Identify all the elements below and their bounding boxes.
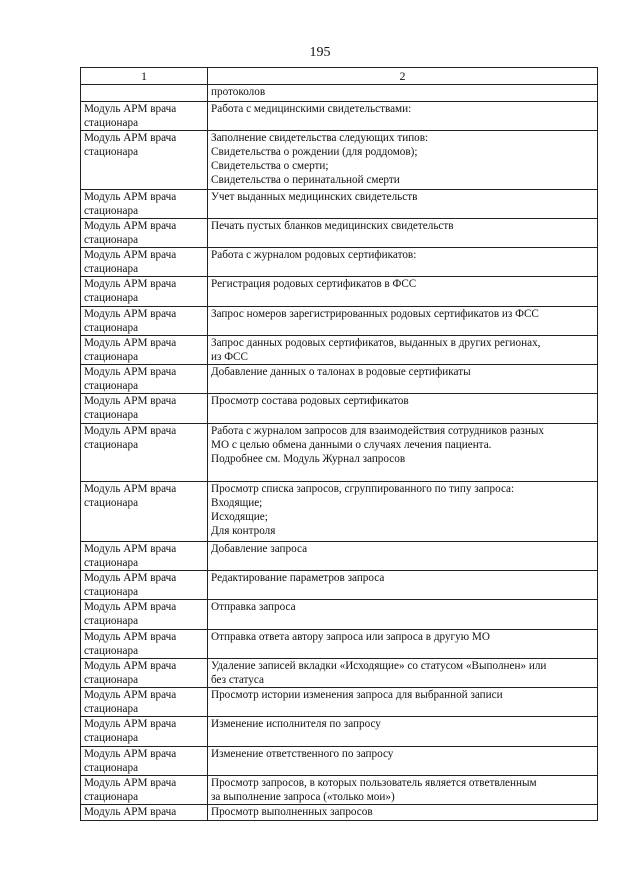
function-cell — [208, 219, 598, 248]
module-text-line: стационара — [84, 205, 139, 217]
module-text-line: Модуль АРМ врача — [84, 395, 177, 407]
module-text-line: Модуль АРМ врача — [84, 425, 177, 437]
table-row — [81, 571, 598, 600]
table-row — [81, 630, 598, 659]
module-text-line: Модуль АРМ врача — [84, 132, 177, 144]
module-text-line: стационара — [84, 409, 139, 421]
module-text-line: Модуль АРМ врача — [84, 601, 177, 613]
function-text-line: Печать пустых бланков медицинских свидетельств — [211, 220, 454, 232]
module-text-line: стационара — [84, 263, 139, 275]
module-cell — [81, 307, 208, 336]
function-text-line: МО с целью обмена данными о случаях лечения пациента. — [211, 439, 492, 451]
page-number: 195 — [309, 45, 331, 60]
module-text-line: стационара — [84, 292, 139, 304]
module-text-line: Модуль АРМ врача — [84, 543, 177, 555]
module-text-line: Модуль АРМ врача — [84, 777, 177, 789]
module-cell — [81, 102, 208, 131]
table-row — [81, 219, 598, 248]
module-text-line: стационара — [84, 439, 139, 451]
function-text-line: Просмотр списка запросов, сгруппированного по типу запроса: — [211, 483, 515, 495]
module-text-line: стационара — [84, 732, 139, 744]
table-row — [81, 248, 598, 277]
module-cell — [81, 482, 208, 542]
table-row — [81, 717, 598, 747]
module-text-line: Модуль АРМ врача — [84, 689, 177, 701]
table-row — [81, 277, 598, 307]
function-cell — [208, 776, 598, 805]
module-text-line: стационара — [84, 234, 139, 246]
table-row — [81, 659, 598, 688]
function-text-line: Подробнее см. Модуль Журнал запросов — [211, 453, 406, 465]
function-cell — [208, 394, 598, 424]
function-text-line: Работа с журналом родовых сертификатов: — [211, 249, 417, 261]
module-cell — [81, 277, 208, 307]
function-text-line: Изменение исполнителя по запросу — [211, 718, 381, 730]
function-text-line: Просмотр выполненных запросов — [211, 806, 373, 818]
module-cell — [81, 805, 208, 821]
module-cell — [81, 248, 208, 277]
table-header-row — [81, 68, 598, 85]
module-text-line: Модуль АРМ врача — [84, 631, 177, 643]
module-text-line: Модуль АРМ врача — [84, 483, 177, 495]
module-text-line: стационара — [84, 117, 139, 129]
function-text-line: Просмотр истории изменения запроса для выбранной записи — [211, 689, 503, 701]
table-row — [81, 131, 598, 190]
table-row — [81, 747, 598, 776]
function-cell — [208, 659, 598, 688]
function-cell — [208, 688, 598, 717]
function-text-line: Отправка запроса — [211, 601, 296, 613]
function-cell — [208, 600, 598, 630]
table-row — [81, 776, 598, 805]
module-text-line: Модуль АРМ врача — [84, 191, 177, 203]
function-cell — [208, 102, 598, 131]
function-text-line: Изменение ответственного по запросу — [211, 748, 394, 760]
function-cell — [208, 131, 598, 190]
module-text-line: Модуль АРМ врача — [84, 806, 177, 818]
module-cell — [81, 131, 208, 190]
table-row — [81, 85, 598, 102]
module-cell — [81, 659, 208, 688]
module-text-line: Модуль АРМ врача — [84, 572, 177, 584]
function-cell — [208, 424, 598, 482]
module-text-line: стационара — [84, 351, 139, 363]
module-cell — [81, 688, 208, 717]
module-cell — [81, 600, 208, 630]
function-text-line: Просмотр запросов, в которых пользователь является ответвленным — [211, 777, 537, 789]
function-cell — [208, 571, 598, 600]
function-text-line: Удаление записей вкладки «Исходящие» со статусом «Выполнен» или — [211, 660, 547, 672]
function-cell — [208, 717, 598, 747]
table-row — [81, 394, 598, 424]
function-text-line: Для контроля — [211, 525, 276, 537]
function-text-line: Работа с медицинскими свидетельствами: — [211, 103, 412, 115]
module-cell — [81, 776, 208, 805]
table-row — [81, 600, 598, 630]
table-row — [81, 542, 598, 571]
function-cell — [208, 248, 598, 277]
module-text-line: Модуль АРМ врача — [84, 103, 177, 115]
module-text-line: стационара — [84, 703, 139, 715]
function-text-line: Исходящие; — [211, 511, 268, 523]
module-text-line: стационара — [84, 497, 139, 509]
function-cell — [208, 190, 598, 219]
module-text-line: Модуль АРМ врача — [84, 366, 177, 378]
function-cell — [208, 542, 598, 571]
module-text-line: Модуль АРМ врача — [84, 660, 177, 672]
table-row — [81, 805, 598, 821]
module-text-line: Модуль АРМ врача — [84, 220, 177, 232]
function-cell — [208, 805, 598, 821]
function-cell — [208, 482, 598, 542]
function-text-line: Запрос номеров зарегистрированных родовых сертификатов из ФСС — [211, 308, 539, 320]
function-text-line: Свидетельства о смерти; — [211, 160, 329, 172]
module-text-line: Модуль АРМ врача — [84, 308, 177, 320]
table-row — [81, 336, 598, 365]
module-text-line: стационара — [84, 146, 139, 158]
requirements-table — [80, 67, 598, 821]
module-cell — [81, 336, 208, 365]
function-text-line: Редактирование параметров запроса — [211, 572, 385, 584]
table-row — [81, 482, 598, 542]
module-cell — [81, 747, 208, 776]
function-text-line: Запрос данных родовых сертификатов, выданных в других регионах, — [211, 337, 541, 349]
column-header-2: 2 — [208, 68, 598, 85]
function-text-line: Просмотр состава родовых сертификатов — [211, 395, 409, 407]
module-text-line: Модуль АРМ врача — [84, 249, 177, 261]
function-cell — [208, 85, 598, 102]
table-row — [81, 102, 598, 131]
function-cell — [208, 336, 598, 365]
function-text-line: за выполнение запроса («только мои») — [211, 791, 395, 803]
module-text-line: стационара — [84, 586, 139, 598]
function-cell — [208, 307, 598, 336]
module-text-line: Модуль АРМ врача — [84, 748, 177, 760]
module-text-line: стационара — [84, 557, 139, 569]
module-cell — [81, 219, 208, 248]
table-row — [81, 424, 598, 482]
function-text-line: Свидетельства о рождении (для роддомов); — [211, 146, 418, 158]
table-body — [81, 85, 598, 821]
module-cell — [81, 190, 208, 219]
table-row — [81, 190, 598, 219]
module-text-line: стационара — [84, 645, 139, 657]
function-text-line: Заполнение свидетельства следующих типов: — [211, 132, 429, 144]
function-text-line: без статуса — [211, 674, 264, 686]
module-text-line: стационара — [84, 322, 139, 334]
module-text-line: Модуль АРМ врача — [84, 278, 177, 290]
module-text-line: стационара — [84, 791, 139, 803]
function-text-line: Отправка ответа автору запроса или запроса в другую МО — [211, 631, 490, 643]
module-cell — [81, 630, 208, 659]
function-cell — [208, 747, 598, 776]
module-text-line: Модуль АРМ врача — [84, 337, 177, 349]
function-cell — [208, 630, 598, 659]
function-text-line: Регистрация родовых сертификатов в ФСС — [211, 278, 417, 290]
module-cell — [81, 365, 208, 394]
module-text-line: стационара — [84, 380, 139, 392]
function-text-line: Добавление данных о талонах в родовые сертификаты — [211, 366, 471, 378]
function-cell — [208, 365, 598, 394]
module-cell — [81, 424, 208, 482]
function-text-line: Работа с журналом запросов для взаимодействия сотрудников разных — [211, 425, 545, 437]
module-text-line: стационара — [84, 674, 139, 686]
column-header-1: 1 — [81, 68, 208, 85]
module-cell — [81, 394, 208, 424]
function-text-line: протоколов — [211, 86, 266, 98]
module-cell — [81, 717, 208, 747]
function-text-line: Входящие; — [211, 497, 263, 509]
function-text-line: Добавление запроса — [211, 543, 308, 555]
module-cell — [81, 542, 208, 571]
function-text-line: Учет выданных медицинских свидетельств — [211, 191, 418, 203]
function-cell — [208, 277, 598, 307]
function-text-line: Свидетельства о перинатальной смерти — [211, 174, 400, 186]
function-text-line: из ФСС — [211, 351, 248, 363]
module-text-line: стационара — [84, 615, 139, 627]
module-cell — [81, 571, 208, 600]
module-text-line: Модуль АРМ врача — [84, 718, 177, 730]
module-cell — [81, 85, 208, 102]
table-row — [81, 688, 598, 717]
table-row — [81, 307, 598, 336]
table-row — [81, 365, 598, 394]
module-text-line: стационара — [84, 762, 139, 774]
